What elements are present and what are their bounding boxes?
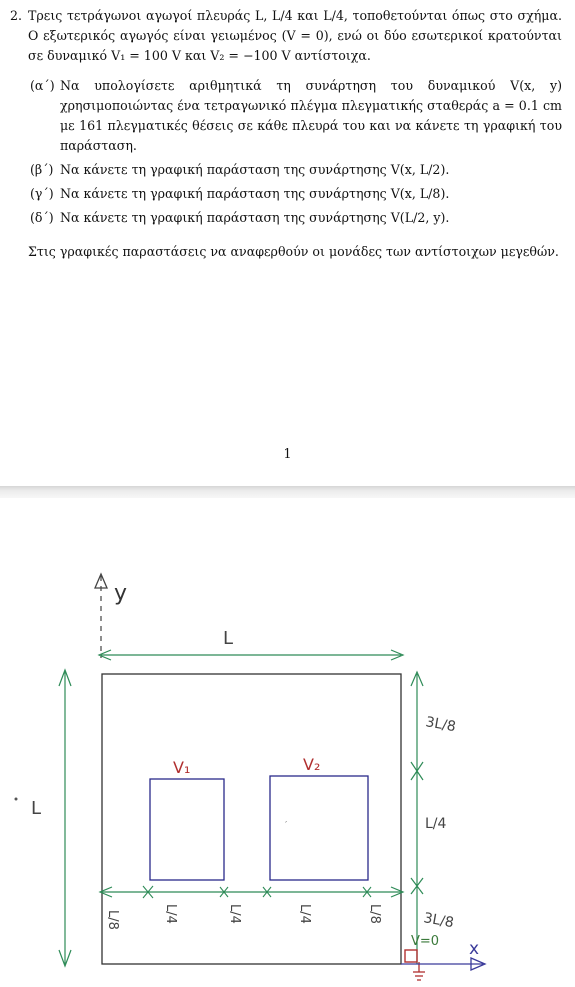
v1-label: V₁: [173, 758, 191, 777]
part-text: Να κάνετε τη γραφική παράσταση της συνάρτησης V(x, L/8).: [60, 186, 450, 201]
part-text: Να υπολογίσετε αριθμητικά τη συνάρτηση του δυναμικού V(x, y) χρησιμοποιώντας ένα τετραγωνικό πλέγμα πλεγματικής σταθεράς a = 0.1 cm με 161 πλεγματικές θέσεις σε κάθε πλευρά του και να κάνετε τη γραφική του παράσταση.: [60, 78, 562, 153]
document-page-1: [0, 0, 575, 486]
right-upper-label: 3L/8: [424, 714, 457, 736]
top-dimension-label: L: [223, 628, 234, 649]
problem-2: [10, 6, 562, 262]
problem-intro: Τρεις τετράγωνοι αγωγοί πλευράς L, L/4 και L/4, τοποθετούνται όπως στο σχήμα. Ο εξωτερικός αγωγός είναι γειωμένος (V = 0), ενώ οι δύο εσωτερικοί κρατούνται σε δυναμικό V₁ = 100 V και V₂ = −100 V αντίστοιχα.: [28, 8, 562, 63]
part-d: [28, 208, 562, 228]
part-text: Να κάνετε τη γραφική παράσταση της συνάρτησης V(x, L/2).: [60, 162, 450, 177]
conductors-sketch: [13, 566, 525, 987]
problem-closing: Στις γραφικές παραστάσεις να αναφερθούν οι μονάδες των αντίστοιχων μεγεθών.: [28, 244, 559, 259]
bottom-segment-label: L/4: [163, 904, 178, 924]
page-number: 1: [283, 446, 292, 461]
part-label: (β΄): [30, 162, 54, 177]
left-dimension-label: L: [31, 798, 42, 819]
bottom-segment-label: L/8: [367, 904, 382, 924]
part-c: [28, 184, 562, 204]
ground-label: V=0: [411, 934, 440, 949]
stray-mark: ′: [285, 820, 288, 831]
bottom-segment-label: L/4: [297, 904, 312, 924]
page-separator: [0, 486, 575, 498]
part-a: [28, 76, 562, 156]
problem-number: 2.: [10, 8, 23, 23]
x-axis-label: x: [469, 939, 480, 959]
part-label: (δ΄): [30, 210, 54, 225]
right-lower-label: 3L/8: [422, 910, 455, 932]
v2-label: V₂: [303, 755, 321, 774]
bottom-segment-label: L/4: [227, 904, 242, 924]
part-label: (α΄): [30, 78, 55, 93]
right-middle-label: L/4: [425, 816, 447, 832]
problem-parts: [28, 76, 562, 228]
part-label: (γ΄): [30, 186, 54, 201]
part-text: Να κάνετε τη γραφική παράσταση της συνάρτησης V(L/2, y).: [60, 210, 450, 225]
document-page-2: [0, 498, 575, 987]
bottom-segment-label: L/8: [105, 910, 120, 930]
y-axis-label: y: [114, 581, 128, 606]
stray-dot: [15, 798, 18, 801]
part-b: [28, 160, 562, 180]
